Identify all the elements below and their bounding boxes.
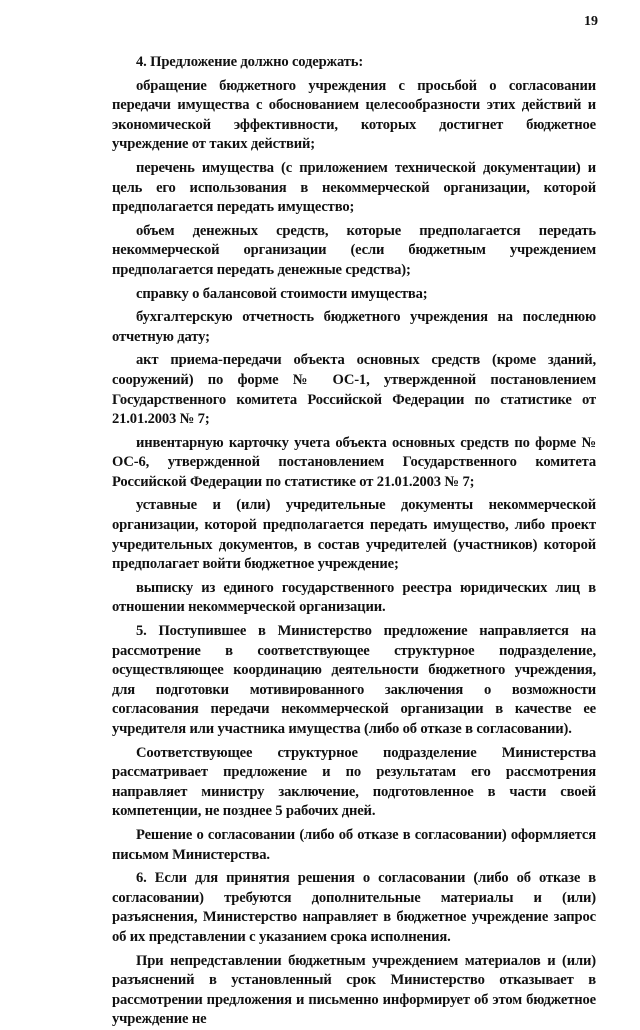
page-number: 19: [584, 14, 598, 29]
paragraph-non-submission: При непредставлении бюджетным учреждением материалов и (или) разъяснений в установленный срок Министерство отказывает в рассмотрении предложения и письменно информирует об этом бюджетное учреждение не: [112, 952, 596, 1028]
paragraph-accounting-report: бухгалтерскую отчетность бюджетного учреждения на последнюю отчетную дату;: [112, 309, 596, 345]
paragraph-funds-volume: объем денежных средств, которые предполагается передать некоммерческой организации (если бюджетным учреждением предполагается передать денежные средства);: [112, 222, 596, 278]
paragraph-registry-extract: выписку из единого государственного реестра юридических лиц в отношении некоммерческой организации.: [112, 579, 596, 616]
document-body: [112, 53, 596, 1030]
paragraph-item-4-heading: 4. Предложение должно содержать:: [136, 54, 364, 70]
paragraph-item-5: 5. Поступившее в Министерство предложение направляется на рассмотрение в соответствующее структурное подразделение, осуществляющее координацию деятельности бюджетного учреждения, для подготовки мотивированного заключения о возможности согласования передачи некоммерческой организации в качестве ее учредителя или участника имущества (либо об отказе в согласовании).: [112, 623, 596, 737]
paragraph-property-list: перечень имущества (с приложением технической документации) и цель его использования в некоммерческой организации, которой предполагается передать имущество;: [112, 159, 596, 216]
paragraph-item-6: 6. Если для принятия решения о согласовании (либо об отказе в согласовании) требуются дополнительные материалы и (или) разъяснения, Министерство направляет в бюджетное учреждение запрос об их представлении с указанием срока исполнения.: [112, 870, 596, 945]
paragraph-charter-documents: уставные и (или) учредительные документы некоммерческой организации, которой предполагается передать имущество, либо проект учредительных документов, в состав учредителей (участников) которой предполагает войти бюджетное учреждение;: [112, 497, 596, 573]
paragraph-transfer-act: акт приема-передачи объекта основных средств (кроме зданий, сооружений) по форме № ОС-1, утвержденной постановлением Государственного комитета Российской Федерации по статистике от 21.01.2003 № 7;: [112, 352, 596, 428]
paragraph-inventory-card: инвентарную карточку учета объекта основных средств по форме № ОС-6, утвержденной постановлением Государственного комитета Российской Федерации по статистике от 21.01.2003 № 7;: [112, 434, 596, 490]
paragraph-division-review: Соответствующее структурное подразделение Министерства рассматривает предложение и по результатам его рассмотрения направляет министру заключение, подготовленное в части своей компетенции, не позднее 5 рабочих дней.: [112, 744, 596, 820]
paragraph-balance-certificate: справку о балансовой стоимости имущества;: [136, 285, 428, 302]
paragraph-request-letter: обращение бюджетного учреждения с просьбой о согласовании передачи имущества с обоснованием целесообразности этих действий и экономической эффективности, которых достигнет бюджетное учреждение от таких действий;: [112, 77, 596, 153]
paragraph-decision-letter: Решение о согласовании (либо об отказе в согласовании) оформляется письмом Министерства.: [112, 826, 596, 863]
